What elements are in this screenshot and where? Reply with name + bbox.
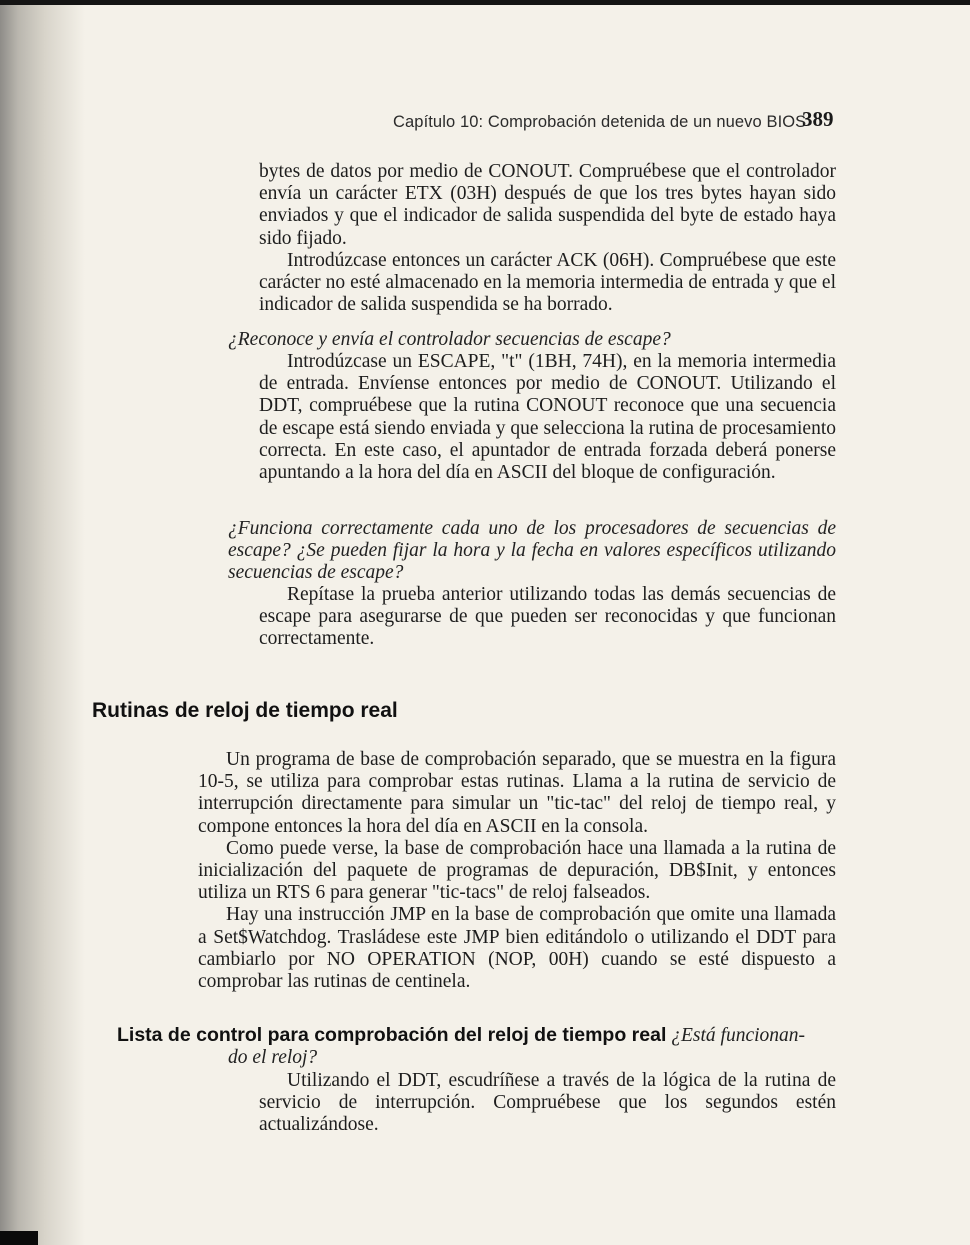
paragraph: Un programa de base de comprobación separado, que se muestra en la figura 10-5, se utiliza para comprobar estas rutinas. Llama a la rutina de servicio de interrupción directamente para simular un "tic-tac" del reloj de tiempo real, y compone entonces la hora del día en ASCII en la consola. [198, 749, 836, 837]
paragraph: Repítase la prueba anterior utilizando todas las demás secuencias de escape para asegurarse de que pueden ser reconocidas y que funcionan correctamente. [259, 584, 836, 650]
section-body [198, 749, 836, 993]
paragraph: bytes de datos por medio de CONOUT. Compruébese que el controlador envía un carácter ETX (03H) después de que los tres bytes hayan sido enviados y que el indicador de salida suspendida del byte de estado haya sido fijado. [259, 161, 836, 249]
section-heading: Rutinas de reloj de tiempo real [92, 699, 398, 722]
answer-block [259, 584, 836, 651]
checklist-question: ¿Está funcionan- [671, 1025, 806, 1046]
subsection-heading-line [117, 1024, 837, 1047]
answer-block [259, 1070, 836, 1137]
checklist-question: ¿Reconoce y envía el controlador secuencias de escape? [228, 329, 671, 350]
checklist-question: ¿Funciona correctamente cada uno de los procesadores de secuencias de escape? ¿Se pueden fijar la hora y la fecha en valores específicos utilizando secuencias de escape? [228, 518, 836, 584]
binding-edge [0, 0, 970, 5]
intro-block [259, 161, 836, 316]
answer-block [259, 351, 836, 484]
binding-corner [0, 1231, 38, 1245]
checklist-question-continued: do el reloj? [228, 1047, 318, 1069]
paragraph: Hay una instrucción JMP en la base de comprobación que omite una llamada a Set$Watchdog. Trasládese este JMP bien editándolo o utilizando el DDT para cambiarlo por NO OPERATION (NOP, 00H) cuando se esté dispuesto a comprobar las rutinas de centinela. [198, 904, 836, 993]
paragraph: Introdúzcase entonces un carácter ACK (06H). Compruébese que este carácter no esté almacenado en la memoria intermedia de entrada y que el indicador de salida suspendida se ha borrado. [259, 249, 836, 316]
subsection-heading: Lista de control para comprobación del reloj de tiempo real [117, 1024, 667, 1046]
paragraph: Introdúzcase un ESCAPE, "t" (1BH, 74H), en la memoria intermedia de entrada. Envíense entonces por medio de CONOUT. Utilizando el DDT, compruébese que la rutina CONOUT reconoce que una secuencia de escape está siendo enviada y que selecciona la rutina de procesamiento correcta. En este caso, el apuntador de entrada forzada deberá ponerse apuntando a la hora del día en ASCII del bloque de configuración. [259, 351, 836, 484]
paragraph: Utilizando el DDT, escudríñese a través de la lógica de la rutina de servicio de interrupción. Compruébese que los segundos estén actualizándose. [259, 1070, 836, 1136]
checklist-subsection [117, 1024, 837, 1069]
paragraph: Como puede verse, la base de comprobación hace una llamada a la rutina de inicialización del paquete de programas de depuración, DB$Init, y entonces utiliza un RTS 6 para generar "tic-tacs" de reloj falseados. [198, 837, 836, 904]
page-number: 389 [802, 107, 834, 131]
running-head: Capítulo 10: Comprobación detenida de un nuevo BIOS [393, 113, 807, 131]
binding-shadow [0, 0, 85, 1245]
